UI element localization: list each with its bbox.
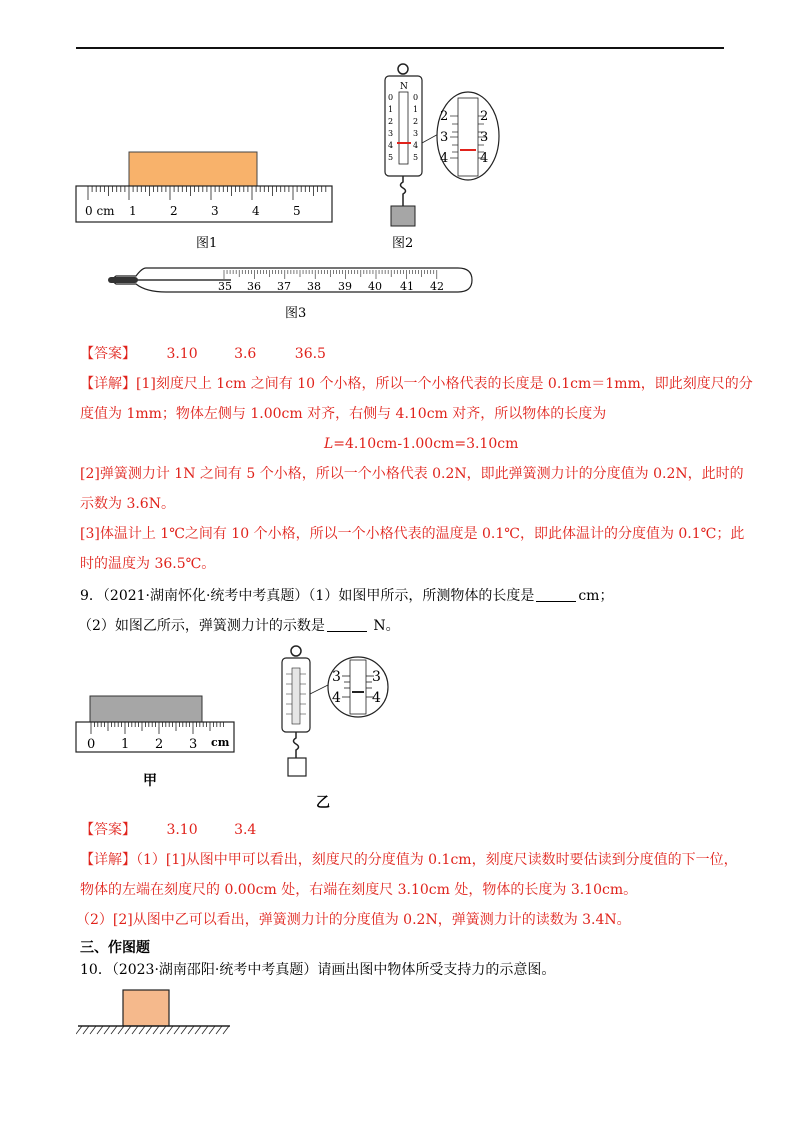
svg-text:42: 42 <box>430 280 444 293</box>
svg-text:39: 39 <box>338 280 352 293</box>
figure-1-ruler <box>74 148 336 228</box>
svg-text:2: 2 <box>480 109 489 124</box>
svg-text:3: 3 <box>189 737 198 752</box>
q9-answer-line <box>80 820 256 840</box>
q8-detail-1b: 度值为 1mm；物体左侧与 1.00cm 对齐，右侧与 4.10cm 对齐，所以物体的长度为 <box>80 406 607 422</box>
mercury-bulb <box>108 277 138 283</box>
hook-yi <box>294 732 299 758</box>
formula-variable: L <box>324 436 334 452</box>
detail-text: [1]刻度尺上 1cm 之间有 10 个小格，所以一个小格代表的长度是 0.1cm＝1mm，即此刻度尺的分 <box>136 376 753 392</box>
q8-detail-1a <box>80 374 753 394</box>
q9-stem-text-2: （2）如图乙所示，弹簧测力计的示数是 <box>78 618 325 634</box>
svg-text:3: 3 <box>388 129 394 138</box>
q9-stem-2 <box>78 616 400 636</box>
svg-text:4: 4 <box>332 690 341 706</box>
measured-block-gray <box>90 696 202 722</box>
answer-value-1: 3.10 <box>166 346 198 362</box>
ruler-label-5: 5 <box>293 204 301 218</box>
hook-ring-yi <box>291 646 301 656</box>
answer-value-2: 3.6 <box>234 346 257 362</box>
svg-text:0: 0 <box>413 93 419 102</box>
detail-tag: 【详解】 <box>80 376 136 392</box>
measured-block <box>129 152 257 188</box>
q8-formula <box>324 434 518 454</box>
ruler-label-2: 2 <box>170 204 178 218</box>
answer-tag-q9: 【答案】 <box>80 822 136 838</box>
svg-text:2: 2 <box>440 109 449 124</box>
block-on-ground <box>123 990 169 1026</box>
ground-hatching <box>76 1026 229 1034</box>
svg-text:5: 5 <box>388 153 394 162</box>
svg-text:3: 3 <box>440 130 449 145</box>
q9-detail-1b: 物体的左端在刻度尺的 0.00cm 处，右端在刻度尺 3.10cm 处，物体的长度为 3.10cm。 <box>80 882 638 898</box>
detail-text-q9: （1）[1]从图中甲可以看出，刻度尺的分度值为 0.1cm，刻度尺读数时要估读到分度值的下一位， <box>136 852 738 868</box>
answer-blank-1 <box>536 587 576 602</box>
formula-expression: =4.10cm-1.00cm=3.10cm <box>333 436 519 452</box>
q9-detail-2: （2）[2]从图中乙可以看出，弹簧测力计的分度值为 0.2N，弹簧测力计的读数为 3.4N。 <box>76 912 631 928</box>
ruler-label-4: 4 <box>252 204 260 218</box>
figure-yi-spring-scale <box>272 644 390 784</box>
hook-ring <box>398 64 408 74</box>
svg-text:4: 4 <box>440 151 449 166</box>
svg-text:3: 3 <box>413 129 419 138</box>
zoom-leader-yi <box>310 684 330 694</box>
svg-text:4: 4 <box>372 690 381 706</box>
ruler-label-3: 3 <box>211 204 219 218</box>
figure-jia-ruler <box>74 694 236 756</box>
zoom-right-labels <box>480 109 488 166</box>
svg-text:1: 1 <box>388 105 394 114</box>
q8-detail-3b: 时的温度为 36.5℃。 <box>80 556 216 572</box>
answer-value-3: 36.5 <box>294 346 326 362</box>
svg-text:2: 2 <box>413 117 419 126</box>
q8-detail-2b: 示数为 3.6N。 <box>80 496 175 512</box>
ruler-label-0: 0 cm <box>85 204 115 218</box>
svg-text:3: 3 <box>372 669 381 685</box>
header-rule <box>76 47 724 49</box>
q8-answer-line <box>80 344 326 364</box>
zoom-slot <box>458 98 478 176</box>
svg-text:41: 41 <box>400 280 414 293</box>
svg-text:2: 2 <box>155 737 164 752</box>
svg-text:4: 4 <box>388 141 394 150</box>
figure-1-caption: 图1 <box>196 236 218 251</box>
unit-label: N <box>400 82 408 92</box>
svg-text:cm: cm <box>211 736 230 749</box>
svg-text:37: 37 <box>277 280 291 293</box>
zoom-slot-yi <box>350 660 366 714</box>
q9-stem-text: 9．（2021·湖南怀化·统考中考真题）（1）如图甲所示，所测物体的长度是 <box>80 588 535 604</box>
figure-2-spring-scale <box>376 58 502 230</box>
svg-text:1: 1 <box>413 105 419 114</box>
svg-text:0: 0 <box>87 737 96 752</box>
svg-text:35: 35 <box>218 280 232 293</box>
svg-text:5: 5 <box>413 153 419 162</box>
svg-text:3: 3 <box>332 669 341 685</box>
q10-stem: 10．（2023·湖南邵阳·统考中考真题）请画出图中物体所受支持力的示意图。 <box>80 962 556 978</box>
svg-text:38: 38 <box>307 280 321 293</box>
spring-slot-yi <box>292 668 300 724</box>
q9-answer-value-2: 3.4 <box>234 822 257 838</box>
svg-text:4: 4 <box>480 151 489 166</box>
q8-detail-2a: [2]弹簧测力计 1N 之间有 5 个小格，所以一个小格代表 0.2N，即此弹簧测力计的分度值为 0.2N，此时的 <box>80 466 744 482</box>
svg-text:2: 2 <box>388 117 394 126</box>
spring-slot <box>399 92 408 164</box>
q9-stem-1 <box>80 586 613 606</box>
ruler-label-1: 1 <box>129 204 137 218</box>
hook <box>401 176 406 206</box>
q9-detail-1a <box>80 850 738 870</box>
q9-stem-tail-2: N。 <box>368 618 400 634</box>
answer-blank-2 <box>327 617 367 632</box>
svg-text:1: 1 <box>121 737 130 752</box>
q9-stem-tail: cm； <box>578 588 614 604</box>
q9-answer-value-1: 3.10 <box>166 822 198 838</box>
figure-yi-caption: 乙 <box>316 795 330 811</box>
svg-text:3: 3 <box>480 130 489 145</box>
figure-q10 <box>76 988 232 1036</box>
figure-3-caption: 图3 <box>285 306 307 321</box>
svg-text:4: 4 <box>413 141 419 150</box>
hanging-weight-yi <box>288 758 306 776</box>
figure-2-caption: 图2 <box>392 236 414 251</box>
detail-tag-q9: 【详解】 <box>80 852 136 868</box>
q8-detail-3a: [3]体温计上 1℃之间有 10 个小格，所以一个小格代表的温度是 0.1℃，即此体温计的分度值为 0.1℃；此 <box>80 526 745 542</box>
figure-jia-caption: 甲 <box>143 773 157 789</box>
section-heading: 三、作图题 <box>80 940 150 956</box>
svg-text:0: 0 <box>388 93 394 102</box>
zoom-left-labels <box>440 109 448 166</box>
svg-text:36: 36 <box>247 280 261 293</box>
answer-tag: 【答案】 <box>80 346 136 362</box>
hanging-weight <box>391 206 415 226</box>
svg-text:40: 40 <box>368 280 382 293</box>
figure-3-thermometer <box>106 264 476 300</box>
